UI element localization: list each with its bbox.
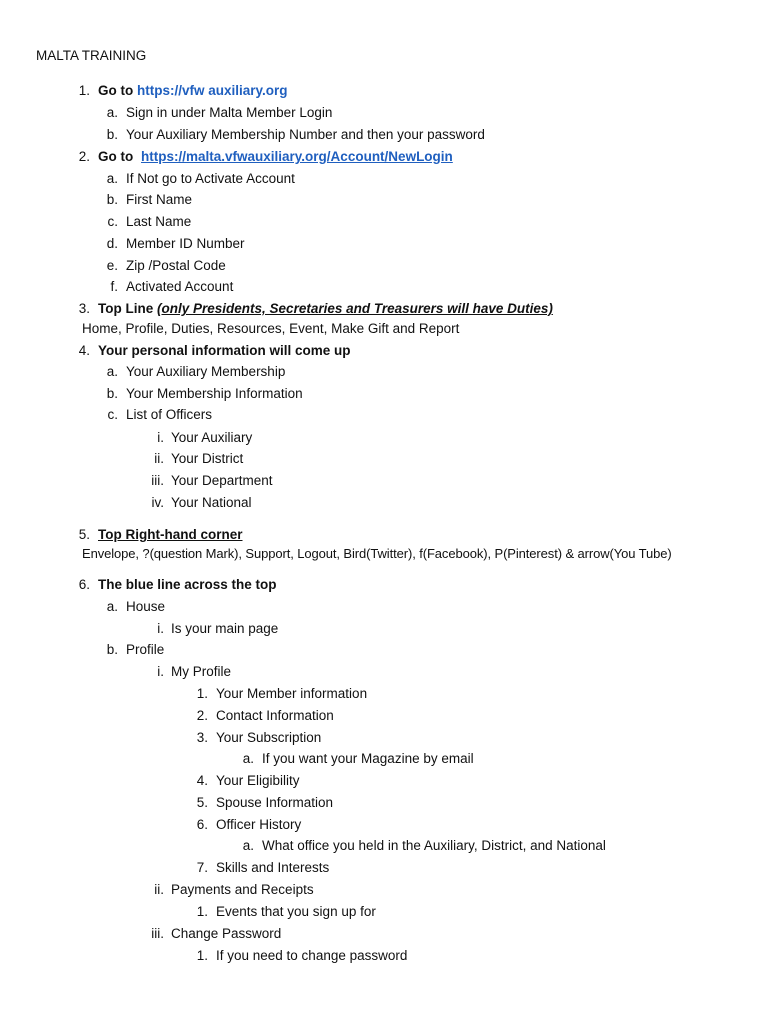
malta-newlogin-link[interactable]: https://malta.vfwauxiliary.org/Account/NewLogin <box>141 149 453 164</box>
vfw-auxiliary-link[interactable]: https://vfw auxiliary.org <box>137 83 288 98</box>
